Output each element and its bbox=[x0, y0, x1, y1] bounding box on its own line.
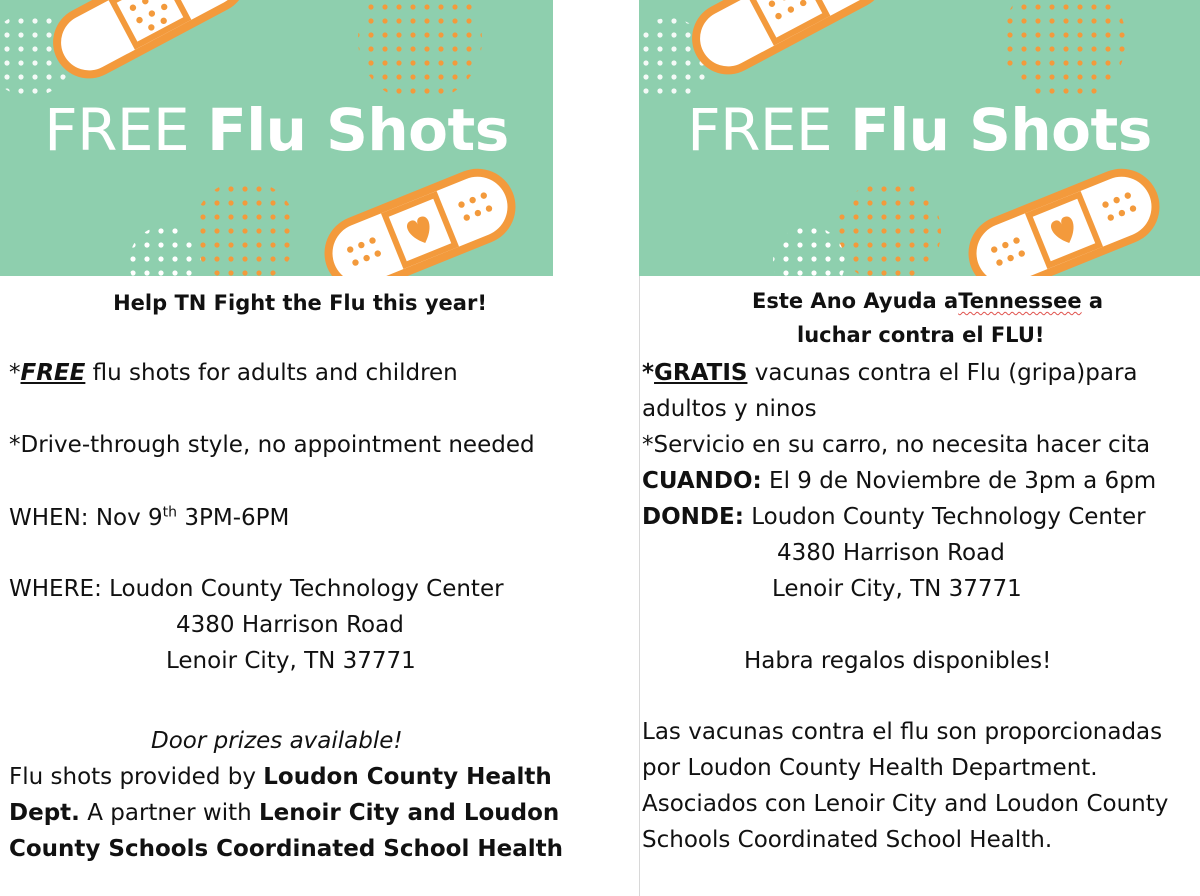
spanish-donde bbox=[642, 502, 1146, 532]
gratis-rest: vacunas contra el Flu (gripa)para bbox=[747, 360, 1138, 386]
spanish-servicio: *Servicio en su carro, no necesita hacer cita bbox=[642, 432, 1151, 458]
banner-title-flu-shots: Flu Shots bbox=[850, 96, 1152, 164]
spanish-closing-1: Las vacunas contra el flu son proporcionadas bbox=[642, 719, 1163, 745]
banner-title-free: FREE bbox=[44, 96, 190, 164]
english-where: WHERE: Loudon County Technology Center bbox=[9, 576, 504, 602]
english-provided-line-1 bbox=[9, 762, 552, 792]
spanish-address-2: Lenoir City, TN 37771 bbox=[772, 576, 1022, 602]
flyer-banner-spanish bbox=[639, 0, 1200, 276]
when-sup: th bbox=[162, 504, 178, 521]
provided-prefix: Flu shots provided by bbox=[9, 764, 264, 790]
spanish-heading-part-a: Este Ano Ayuda a bbox=[752, 289, 959, 313]
spanish-heading-part-b: Tennessee bbox=[958, 289, 1082, 313]
spanish-address-1: 4380 Harrison Road bbox=[777, 540, 1005, 566]
spanish-gratis-line bbox=[642, 358, 1138, 388]
spanish-heading-2: luchar contra el FLU! bbox=[797, 323, 1045, 347]
cuando-label: CUANDO: bbox=[642, 468, 762, 494]
banner-title bbox=[0, 95, 553, 165]
english-door-prizes: Door prizes available! bbox=[151, 728, 403, 754]
page-gutter bbox=[553, 0, 639, 896]
english-free-line bbox=[9, 358, 458, 388]
english-provided-line-2 bbox=[9, 798, 559, 828]
partner-prefix: A partner with bbox=[79, 800, 260, 826]
gratis-word: GRATIS bbox=[654, 360, 748, 386]
bullet-asterisk: * bbox=[642, 360, 655, 386]
english-address-2: Lenoir City, TN 37771 bbox=[166, 648, 416, 674]
spanish-cuando bbox=[642, 466, 1156, 496]
flyer-banner-english bbox=[0, 0, 553, 276]
spanish-heading-1 bbox=[752, 286, 1103, 316]
provided-org-cont: Dept. bbox=[9, 800, 80, 826]
spanish-regalos: Habra regalos disponibles! bbox=[744, 648, 1052, 674]
when-time: 3PM-6PM bbox=[177, 505, 290, 531]
spanish-closing-3: Asociados con Lenoir City and Loudon County bbox=[642, 791, 1169, 817]
spanish-closing-2: por Loudon County Health Department. bbox=[642, 755, 1098, 781]
free-word: FREE bbox=[20, 360, 86, 386]
when-label: WHEN: Nov 9 bbox=[9, 505, 163, 531]
partner-org: Lenoir City and Loudon bbox=[259, 800, 560, 826]
english-heading: Help TN Fight the Flu this year! bbox=[113, 291, 487, 315]
english-partner-line-3: County Schools Coordinated School Health bbox=[9, 836, 563, 862]
english-when bbox=[9, 503, 289, 533]
bullet-asterisk: * bbox=[9, 360, 21, 386]
english-drive-through: *Drive-through style, no appointment needed bbox=[9, 432, 535, 458]
free-rest: flu shots for adults and children bbox=[85, 360, 458, 386]
cuando-value: El 9 de Noviembre de 3pm a 6pm bbox=[761, 468, 1157, 494]
banner-title bbox=[639, 95, 1200, 165]
donde-value: Loudon County Technology Center bbox=[743, 504, 1146, 530]
banner-title-free: FREE bbox=[687, 96, 833, 164]
column-divider bbox=[639, 276, 640, 896]
banner-title-flu-shots: Flu Shots bbox=[207, 96, 509, 164]
provided-org: Loudon County Health bbox=[263, 764, 552, 790]
spanish-heading-part-c: a bbox=[1081, 289, 1104, 313]
spanish-gratis-line-2: adultos y ninos bbox=[642, 396, 817, 422]
donde-label: DONDE: bbox=[642, 504, 744, 530]
spanish-closing-4: Schools Coordinated School Health. bbox=[642, 827, 1053, 853]
english-address-1: 4380 Harrison Road bbox=[176, 612, 404, 638]
